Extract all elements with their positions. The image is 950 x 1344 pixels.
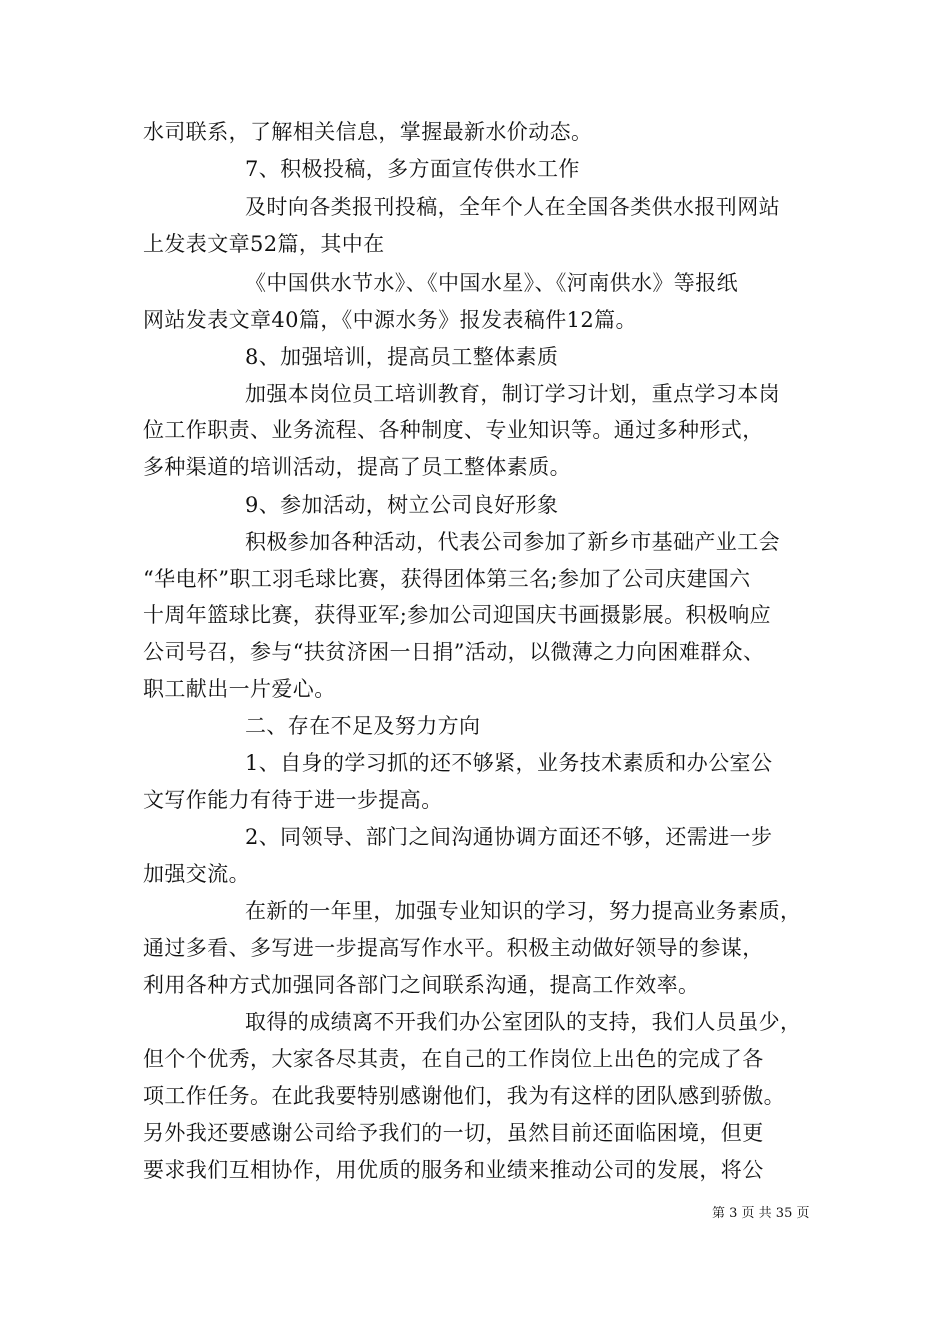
text-line: 要求我们互相协作，用优质的服务和业绩来推动公司的发展，将公 bbox=[143, 1158, 764, 1182]
text-line: 上发表文章52篇，其中在 bbox=[143, 232, 385, 256]
text-line: 另外我还要感谢公司给予我们的一切，虽然目前还面临困境，但更 bbox=[143, 1121, 764, 1145]
text-line: 及时向各类报刊投稿，全年个人在全国各类供水报刊网站 bbox=[245, 195, 780, 219]
text-line: 1、自身的学习抓的还不够紧，业务技术素质和办公室公 bbox=[245, 751, 773, 775]
text-line: 2、同领导、部门之间沟通协调方面还不够，还需进一步 bbox=[245, 825, 773, 849]
text-line: 公司号召，参与“扶贫济困一日捐”活动，以微薄之力向困难群众、 bbox=[143, 640, 765, 664]
text-line: 但个个优秀，大家各尽其责，在自己的工作岗位上出色的完成了各 bbox=[143, 1047, 764, 1071]
section-heading: 8、加强培训，提高员工整体素质 bbox=[245, 345, 559, 369]
text-line: 利用各种方式加强同各部门之间联系沟通，提高工作效率。 bbox=[143, 973, 700, 997]
text-line: 积极参加各种活动，代表公司参加了新乡市基础产业工会 bbox=[245, 530, 780, 554]
text-line: 加强本岗位员工培训教育，制订学习计划，重点学习本岗 bbox=[245, 382, 780, 406]
section-heading: 二、存在不足及努力方向 bbox=[245, 714, 481, 738]
section-heading: 9、参加活动，树立公司良好形象 bbox=[245, 493, 559, 517]
section-heading: 7、积极投稿，多方面宣传供水工作 bbox=[245, 157, 580, 181]
text-line: 加强交流。 bbox=[143, 862, 250, 886]
page-number-footer: 第 3 页 共 35 页 bbox=[712, 1206, 810, 1221]
text-line: 取得的成绩离不开我们办公室团队的支持，我们人员虽少， bbox=[245, 1010, 802, 1034]
text-line: 水司联系，了解相关信息，掌握最新水价动态。 bbox=[143, 120, 593, 144]
text-line: 多种渠道的培训活动，提高了员工整体素质。 bbox=[143, 455, 571, 479]
text-line: 职工献出一片爱心。 bbox=[143, 677, 336, 701]
text-line: 通过多看、多写进一步提高写作水平。积极主动做好领导的参谋， bbox=[143, 936, 764, 960]
text-line: 《中国供水节水》、《中国水星》、《河南供水》等报纸 bbox=[245, 271, 738, 295]
text-line: 文写作能力有待于进一步提高。 bbox=[143, 788, 443, 812]
text-line: 网站发表文章40篇，《中源水务》报发表稿件12篇。 bbox=[143, 308, 637, 332]
text-line: 位工作职责、业务流程、各种制度、专业知识等。通过多种形式， bbox=[143, 418, 764, 442]
text-line: 十周年篮球比赛，获得亚军;参加公司迎国庆书画摄影展。积极响应 bbox=[143, 603, 772, 627]
text-line: “华电杯”职工羽毛球比赛，获得团体第三名;参加了公司庆建国六 bbox=[143, 567, 751, 591]
text-line: 在新的一年里，加强专业知识的学习，努力提高业务素质， bbox=[245, 899, 802, 923]
text-line: 项工作任务。在此我要特别感谢他们，我为有这样的团队感到骄傲。 bbox=[143, 1084, 785, 1108]
